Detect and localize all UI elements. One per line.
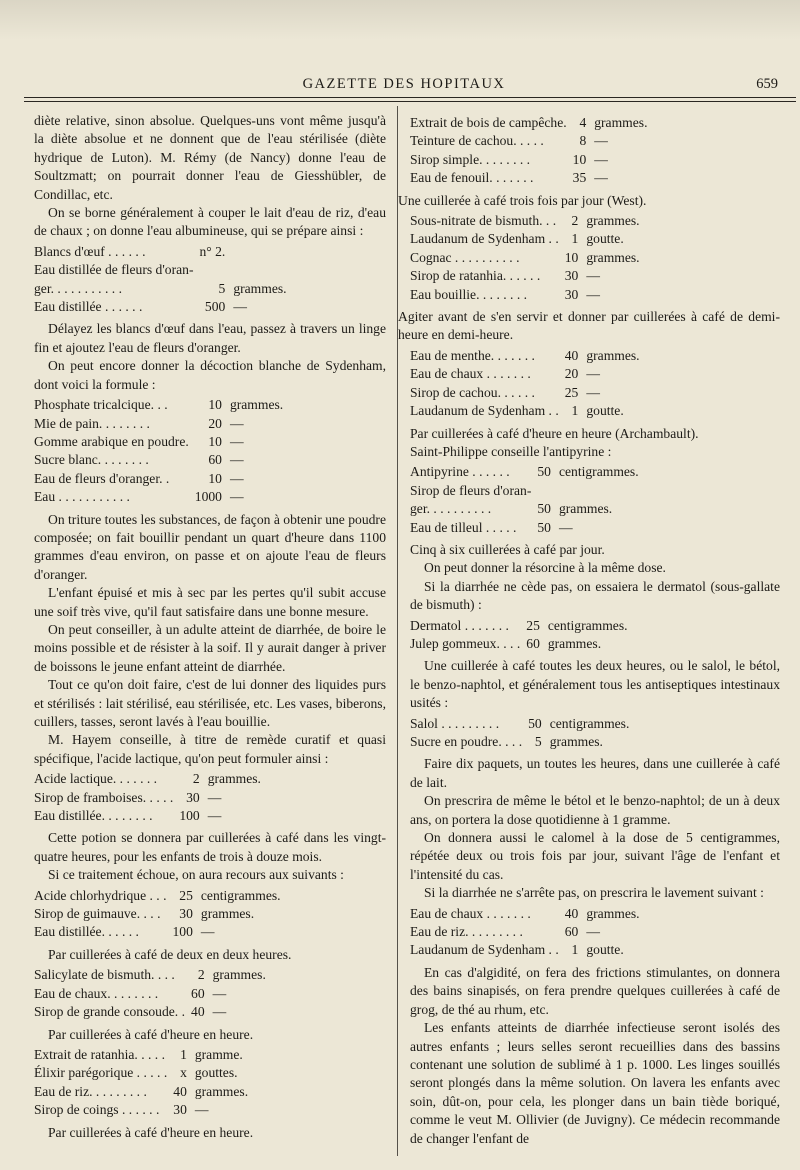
- ingredient-name: Sirop de cachou. . . . . .: [410, 384, 535, 400]
- prescription-formula: [34, 396, 283, 506]
- formula-row: [410, 905, 640, 923]
- formula-row: [34, 396, 283, 414]
- ingredient-quantity: n° 2.: [199, 243, 226, 259]
- ingredient-quantity: 50: [537, 519, 551, 535]
- ingredient-quantity: 2: [197, 967, 205, 983]
- formula-row: [410, 347, 640, 365]
- ingredient-quantity: 4: [579, 115, 587, 130]
- paragraph: Par cuillerées à café de deux en deux heures.: [48, 946, 292, 962]
- ingredient-name: Eau de chaux . . . . . . .: [410, 905, 531, 921]
- ingredient-quantity: 5: [218, 280, 226, 296]
- formula-row: [34, 789, 261, 807]
- ingredient-name: Sirop simple. . . . . . . .: [410, 151, 531, 167]
- ingredient-unit: grammes.: [586, 347, 640, 363]
- ingredient-unit: [557, 482, 639, 500]
- ingredient-quantity: 30: [564, 286, 579, 302]
- formula-row: [410, 151, 647, 169]
- ingredient-unit: —: [207, 808, 222, 824]
- ingredient-unit: centigrammes.: [200, 887, 281, 903]
- ingredient-name: Eau . . . . . . . . . . .: [34, 489, 130, 505]
- ingredient-unit: gramme.: [194, 1046, 243, 1062]
- ingredient-quantity: 40: [191, 1004, 205, 1020]
- ingredient-name: Blancs d'œuf . . . . . .: [34, 243, 146, 259]
- ingredient-unit: —: [586, 366, 600, 382]
- formula-row: [410, 733, 629, 751]
- formula-row: [410, 365, 640, 383]
- paragraph: On donnera aussi le calomel à la dose de 5 centigrammes, répétée deux ou trois fois par jour, suivant l'âge de l'enfant et l'intensité du cas.: [410, 830, 780, 882]
- formula-row: [410, 923, 640, 941]
- formula-row: [410, 132, 647, 150]
- formula-row: [34, 1003, 266, 1021]
- left-column: [34, 112, 386, 1142]
- formula-row: [410, 463, 639, 481]
- ingredient-quantity: 25: [564, 384, 579, 400]
- ingredient-unit: —: [229, 470, 244, 486]
- ingredient-unit: —: [229, 433, 244, 449]
- ingredient-name: Salicylate de bismuth. . . .: [34, 967, 175, 983]
- ingredient-name: Eau distillée. . . . . .: [34, 924, 139, 940]
- ingredient-unit: —: [586, 268, 600, 284]
- prescription-formula: [34, 887, 281, 942]
- ingredient-name: Dermatol . . . . . . .: [410, 617, 509, 633]
- formula-row: [410, 715, 629, 733]
- formula-row: [34, 966, 266, 984]
- paragraph: En cas d'algidité, on fera des frictions stimulantes, on donnera des bains sinapisés, on fera prendre quelques cuillerées à café de grog, de thé au rhum, etc.: [410, 964, 780, 1017]
- ingredient-unit: —: [586, 924, 600, 940]
- ingredient-unit: —: [558, 519, 573, 535]
- ingredient-unit: grammes.: [212, 967, 266, 983]
- ingredient-name: Mie de pain. . . . . . . .: [34, 415, 150, 431]
- paragraph: Si la diarrhée ne s'arrête pas, on prescrira le lavement suivant :: [424, 885, 764, 901]
- ingredient-name: Sirop de grande consoude. .: [34, 1004, 186, 1020]
- ingredient-unit: —: [212, 985, 227, 1001]
- ingredient-unit: grammes.: [594, 115, 648, 130]
- formula-row: [410, 267, 640, 285]
- prescription-formula: [34, 243, 287, 317]
- ingredient-unit: —: [229, 452, 244, 468]
- ingredient-unit: centigrammes.: [549, 715, 630, 731]
- ingredient-unit: —: [594, 170, 608, 186]
- ingredient-name: Sucre en poudre. . . .: [410, 734, 523, 749]
- ingredient-unit: [231, 261, 286, 279]
- ingredient-name: Eau distillée . . . . . .: [34, 299, 143, 315]
- formula-row: [34, 1064, 248, 1082]
- prescription-formula: [410, 617, 628, 654]
- formula-row: [410, 941, 640, 959]
- formula-row: [410, 212, 640, 230]
- ingredient-name: Eau de chaux . . . . . . .: [410, 366, 531, 382]
- formula-row: [410, 635, 628, 653]
- formula-row: [34, 770, 261, 788]
- ingredient-unit: centigrammes.: [547, 617, 628, 633]
- prescription-formula: [410, 905, 640, 960]
- ingredient-unit: —: [594, 151, 608, 167]
- header-rule-thin: [24, 101, 796, 102]
- ingredient-name: Acide lactique. . . . . . .: [34, 771, 158, 787]
- page-number: 659: [756, 76, 778, 92]
- ingredient-unit: grammes.: [586, 213, 640, 229]
- ingredient-quantity: 1: [180, 1046, 187, 1062]
- formula-row: [34, 923, 281, 941]
- ingredient-quantity: 40: [564, 905, 579, 921]
- ingredient-quantity: 50: [537, 501, 551, 517]
- ingredient-quantity: 40: [564, 347, 579, 363]
- ingredient-quantity: 2: [571, 213, 579, 229]
- ingredient-unit: —: [200, 924, 215, 940]
- formula-row: [410, 482, 639, 500]
- ingredient-quantity: 100: [172, 924, 193, 940]
- formula-row: [34, 1101, 248, 1119]
- ingredient-quantity: 25: [526, 617, 540, 633]
- ingredient-name: Acide chlorhydrique . . .: [34, 887, 167, 903]
- ingredient-quantity: x: [180, 1065, 187, 1081]
- paragraph: Agiter avant de s'en servir et donner par cuillerées à café de demi-heure en demi-heure.: [398, 309, 780, 343]
- formula-row: [34, 298, 287, 316]
- formula-row: [410, 617, 628, 635]
- formula-row: [34, 807, 261, 825]
- paragraph: Par cuillerées à café d'heure en heure.: [48, 1026, 254, 1042]
- ingredient-name: Antipyrine . . . . . .: [410, 464, 510, 480]
- ingredient-name: Cognac . . . . . . . . . .: [410, 249, 520, 265]
- ingredient-name: Eau de chaux. . . . . . . .: [34, 985, 159, 1001]
- ingredient-quantity: 60: [526, 635, 540, 651]
- paragraph: Tout ce qu'on doit faire, c'est de lui donner des liquides purs et stérilisés : lait stérilisé, eau stérilisée, etc. Les vases, biberons, cuillers, tasses, seront lavés à l'eau bouillie.: [34, 677, 386, 729]
- prescription-formula: [410, 212, 640, 304]
- paragraph: Cette potion se donnera par cuillerées à café dans les vingt-quatre heures, pour les enfants de trois à douze mois.: [34, 830, 386, 864]
- ingredient-name: Élixir parégorique . . . . .: [34, 1065, 168, 1081]
- ingredient-quantity: 8: [579, 133, 587, 149]
- formula-row: [34, 1083, 248, 1101]
- ingredient-unit: grammes.: [586, 905, 640, 921]
- paragraph: Délayez les blancs d'œuf dans l'eau, passez à travers un linge fin et ajoutez l'eau de fleurs d'oranger.: [34, 321, 386, 355]
- ingredient-unit: grammes.: [233, 280, 287, 296]
- ingredient-quantity: 50: [537, 464, 551, 480]
- prescription-formula: [34, 1046, 248, 1120]
- ingredient-name: Laudanum de Sydenham . .: [410, 942, 559, 958]
- ingredient-name: Eau bouillie. . . . . . . .: [410, 286, 528, 302]
- ingredient-quantity: 25: [179, 887, 193, 903]
- ingredient-quantity: 10: [208, 470, 222, 486]
- paragraph: Les enfants atteints de diarrhée infectieuse seront isolés des autres enfants ; leurs selles seront recueillies dans des bassins contenant une solution de sublimé à 1 p. 1000. Les linges souillés seront plongés dans la même solution. On lavera les enfants avec soin, dût-on, pour cela, les plonger dans un bain tiède boriqué, comme le veut M. Ollivier (de Juvigny). Ce médecin recommande de changer l'enfant de: [410, 1020, 780, 1146]
- ingredient-unit: grammes.: [586, 249, 640, 265]
- ingredient-name: Eau distillée de fleurs d'oran-: [34, 262, 194, 278]
- ingredient-quantity: 2: [192, 771, 200, 787]
- ingredient-name: Gomme arabique en poudre.: [34, 433, 189, 449]
- ingredient-unit: goutte.: [586, 231, 624, 247]
- ingredient-unit: —: [586, 384, 600, 400]
- prescription-formula: [410, 114, 647, 188]
- formula-row: [410, 286, 640, 304]
- ingredient-quantity: 5: [534, 734, 542, 749]
- formula-row: [34, 261, 287, 279]
- formula-row: [34, 415, 283, 433]
- ingredient-unit: grammes.: [200, 906, 255, 922]
- ingredient-unit: —: [194, 1102, 209, 1118]
- ingredient-name: Teinture de cachou. . . . .: [410, 133, 544, 149]
- ingredient-unit: grammes.: [207, 771, 261, 787]
- formula-row: [410, 249, 640, 267]
- paragraph: On peut encore donner la décoction blanche de Sydenham, dont voici la formule :: [34, 358, 386, 392]
- paragraph: On triture toutes les substances, de façon à obtenir une poudre composée; on fait bouillir pendant un quart d'heure dans 1100 grammes d'eau environ, on passe et on ajoute l'eau de fleurs d'oranger.: [34, 511, 386, 582]
- ingredient-quantity: 20: [564, 366, 579, 382]
- running-header: [24, 74, 784, 96]
- paragraph: Si la diarrhée ne cède pas, on essaiera le dermatol (sous-gallate de bismuth) :: [410, 578, 780, 613]
- ingredient-quantity: 60: [191, 985, 205, 1001]
- ingredient-name: ger. . . . . . . . . . .: [34, 280, 122, 296]
- ingredient-quantity: 60: [564, 924, 579, 940]
- ingredient-unit: goutte.: [586, 942, 624, 958]
- ingredient-quantity: 1: [571, 231, 579, 247]
- formula-row: [34, 451, 283, 469]
- ingredient-unit: —: [207, 789, 222, 805]
- ingredient-name: Phosphate tricalcique. . .: [34, 397, 168, 413]
- formula-row: [34, 243, 287, 261]
- prescription-formula: [34, 966, 266, 1021]
- ingredient-quantity: [537, 482, 557, 500]
- ingredient-unit: —: [212, 1004, 227, 1020]
- formula-row: [34, 488, 283, 506]
- paragraph: Une cuillerée à café toutes les deux heures, ou le salol, le bétol, le benzo-naphtol, et généralement tous les antiseptiques intestinaux usités :: [410, 658, 780, 711]
- ingredient-name: Salol . . . . . . . . .: [410, 715, 500, 731]
- ingredient-quantity: 10: [564, 249, 579, 265]
- ingredient-name: Laudanum de Sydenham . .: [410, 231, 559, 247]
- ingredient-name: Extrait de bois de campêche.: [410, 115, 567, 130]
- scan-edge-shadow: [0, 0, 800, 40]
- formula-row: [410, 500, 639, 518]
- ingredient-name: Sirop de coings . . . . . .: [34, 1102, 160, 1118]
- formula-row: [410, 384, 640, 402]
- ingredient-quantity: 10: [572, 151, 587, 167]
- ingredient-name: Extrait de ratanhia. . . . .: [34, 1046, 165, 1062]
- formula-row: [410, 169, 647, 187]
- ingredient-name: Eau de riz. . . . . . . . .: [410, 924, 523, 940]
- ingredient-unit: grammes.: [547, 635, 602, 651]
- paragraph: Faire dix paquets, un toutes les heures, dans une cuillerée à café de lait.: [410, 756, 780, 790]
- ingredient-quantity: 30: [179, 906, 193, 922]
- ingredient-unit: centigrammes.: [558, 464, 639, 480]
- paragraph: On se borne généralement à couper le lait d'eau de riz, d'eau de chaux ; on donne l'eau albumineuse, qui se prépare ainsi :: [34, 205, 386, 239]
- ingredient-name: ger. . . . . . . . . .: [410, 501, 492, 517]
- paragraph: Saint-Philippe conseille l'antipyrine :: [410, 443, 612, 459]
- formula-row: [34, 985, 266, 1003]
- ingredient-quantity: 50: [528, 715, 542, 731]
- ingredient-quantity: 1: [571, 942, 579, 958]
- formula-row: [34, 280, 287, 298]
- ingredient-quantity: 35: [572, 170, 587, 186]
- ingredient-name: Sous-nitrate de bismuth. . .: [410, 213, 557, 229]
- ingredient-name: Eau distillée. . . . . . . .: [34, 808, 153, 824]
- prescription-formula: [410, 347, 640, 421]
- paragraph: diète relative, sinon absolue. Quelques-uns vont même jusqu'à la diète absolue et ne donnent que de l'eau stérilisée (diète hydrique de Luton). M. Rémy (de Nancy) donne l'eau de Soultzmatt; on pourrait donner l'eau de Giesshübler, de Condillac, etc.: [34, 113, 386, 202]
- paragraph: On prescrira de même le bétol et le benzo-naphtol; de un à deux ans, on portera la dose quotidienne à 1 gramme.: [410, 793, 780, 827]
- formula-row: [34, 1046, 248, 1064]
- paragraph: Cinq à six cuillerées à café par jour.: [410, 541, 605, 557]
- ingredient-quantity: 60: [208, 452, 222, 468]
- formula-row: [410, 402, 640, 420]
- formula-row: [34, 433, 283, 451]
- paragraph: L'enfant épuisé et mis à sec par les pertes qu'il subit accuse une soif très vive, qu'il faut satisfaire dans une bonne mesure.: [34, 585, 386, 619]
- ingredient-quantity: 40: [173, 1083, 187, 1099]
- ingredient-name: Sirop de ratanhia. . . . . .: [410, 268, 541, 284]
- prescription-formula: [410, 463, 639, 537]
- formula-row: [34, 887, 281, 905]
- formula-row: [410, 114, 647, 132]
- ingredient-name: Eau de fleurs d'oranger. .: [34, 470, 170, 486]
- ingredient-name: Sirop de framboises. . . . .: [34, 789, 174, 805]
- ingredient-unit: —: [594, 133, 608, 149]
- ingredient-name: Julep gommeux. . . .: [410, 635, 521, 651]
- ingredient-unit: —: [586, 286, 600, 302]
- ingredient-quantity: 1000: [194, 489, 222, 505]
- ingredient-unit: goutte.: [586, 403, 624, 419]
- ingredient-quantity: [199, 261, 231, 279]
- ingredient-name: Sucre blanc. . . . . . . .: [34, 452, 149, 468]
- ingredient-unit: grammes.: [558, 501, 613, 517]
- ingredient-unit: —: [229, 415, 244, 431]
- prescription-formula: [34, 770, 261, 825]
- ingredient-quantity: 100: [179, 808, 200, 824]
- ingredient-quantity: 30: [173, 1102, 187, 1118]
- ingredient-quantity: 10: [208, 397, 222, 413]
- ingredient-quantity: 10: [208, 433, 222, 449]
- ingredient-unit: gouttes.: [194, 1065, 238, 1081]
- ingredient-name: Sirop de fleurs d'oran-: [410, 482, 532, 498]
- formula-row: [410, 519, 639, 537]
- ingredient-quantity: 30: [186, 789, 200, 805]
- ingredient-name: Sirop de guimauve. . . .: [34, 906, 161, 922]
- ingredient-unit: [231, 243, 286, 261]
- paragraph: Par cuillerées à café d'heure en heure.: [48, 1124, 254, 1140]
- ingredient-name: Eau de fenouil. . . . . . .: [410, 170, 534, 186]
- paragraph: M. Hayem conseille, à titre de remède curatif et quasi spécifique, l'acide lactique, qu'on peut formuler ainsi :: [34, 732, 386, 766]
- ingredient-unit: grammes.: [229, 397, 284, 413]
- ingredient-quantity: 20: [208, 415, 222, 431]
- ingredient-quantity: 1: [571, 403, 579, 419]
- ingredient-unit: —: [229, 489, 244, 505]
- ingredient-name: Eau de menthe. . . . . . .: [410, 347, 535, 363]
- paragraph: Une cuillerée à café trois fois par jour (West).: [398, 192, 647, 208]
- ingredient-unit: grammes.: [194, 1083, 249, 1099]
- prescription-formula: [410, 715, 629, 752]
- paragraph: Si ce traitement échoue, on aura recours aux suivants :: [48, 867, 344, 883]
- ingredient-quantity: 30: [564, 268, 579, 284]
- ingredient-name: Eau de riz. . . . . . . . .: [34, 1083, 147, 1099]
- formula-row: [34, 905, 281, 923]
- header-rule: [24, 97, 796, 98]
- paragraph: Par cuillerées à café d'heure en heure (Archambault).: [410, 425, 699, 441]
- paragraph: On peut donner la résorcine à la même dose.: [424, 560, 666, 576]
- formula-row: [410, 230, 640, 248]
- ingredient-unit: —: [233, 299, 247, 315]
- paragraph: On peut conseiller, à un adulte atteint de diarrhée, de boire le moins possible et de résister à la soif. Il y aurait danger à priver de boissons le jeune enfant atteint de diarrhée.: [34, 621, 386, 674]
- column-divider: [397, 106, 398, 1156]
- right-column: [398, 112, 780, 1148]
- journal-title: GAZETTE DES HOPITAUX: [302, 76, 506, 92]
- ingredient-name: Laudanum de Sydenham . .: [410, 403, 559, 419]
- ingredient-quantity: 500: [204, 299, 226, 315]
- formula-row: [34, 470, 283, 488]
- ingredient-name: Eau de tilleul . . . . .: [410, 519, 517, 535]
- ingredient-unit: grammes.: [549, 734, 603, 749]
